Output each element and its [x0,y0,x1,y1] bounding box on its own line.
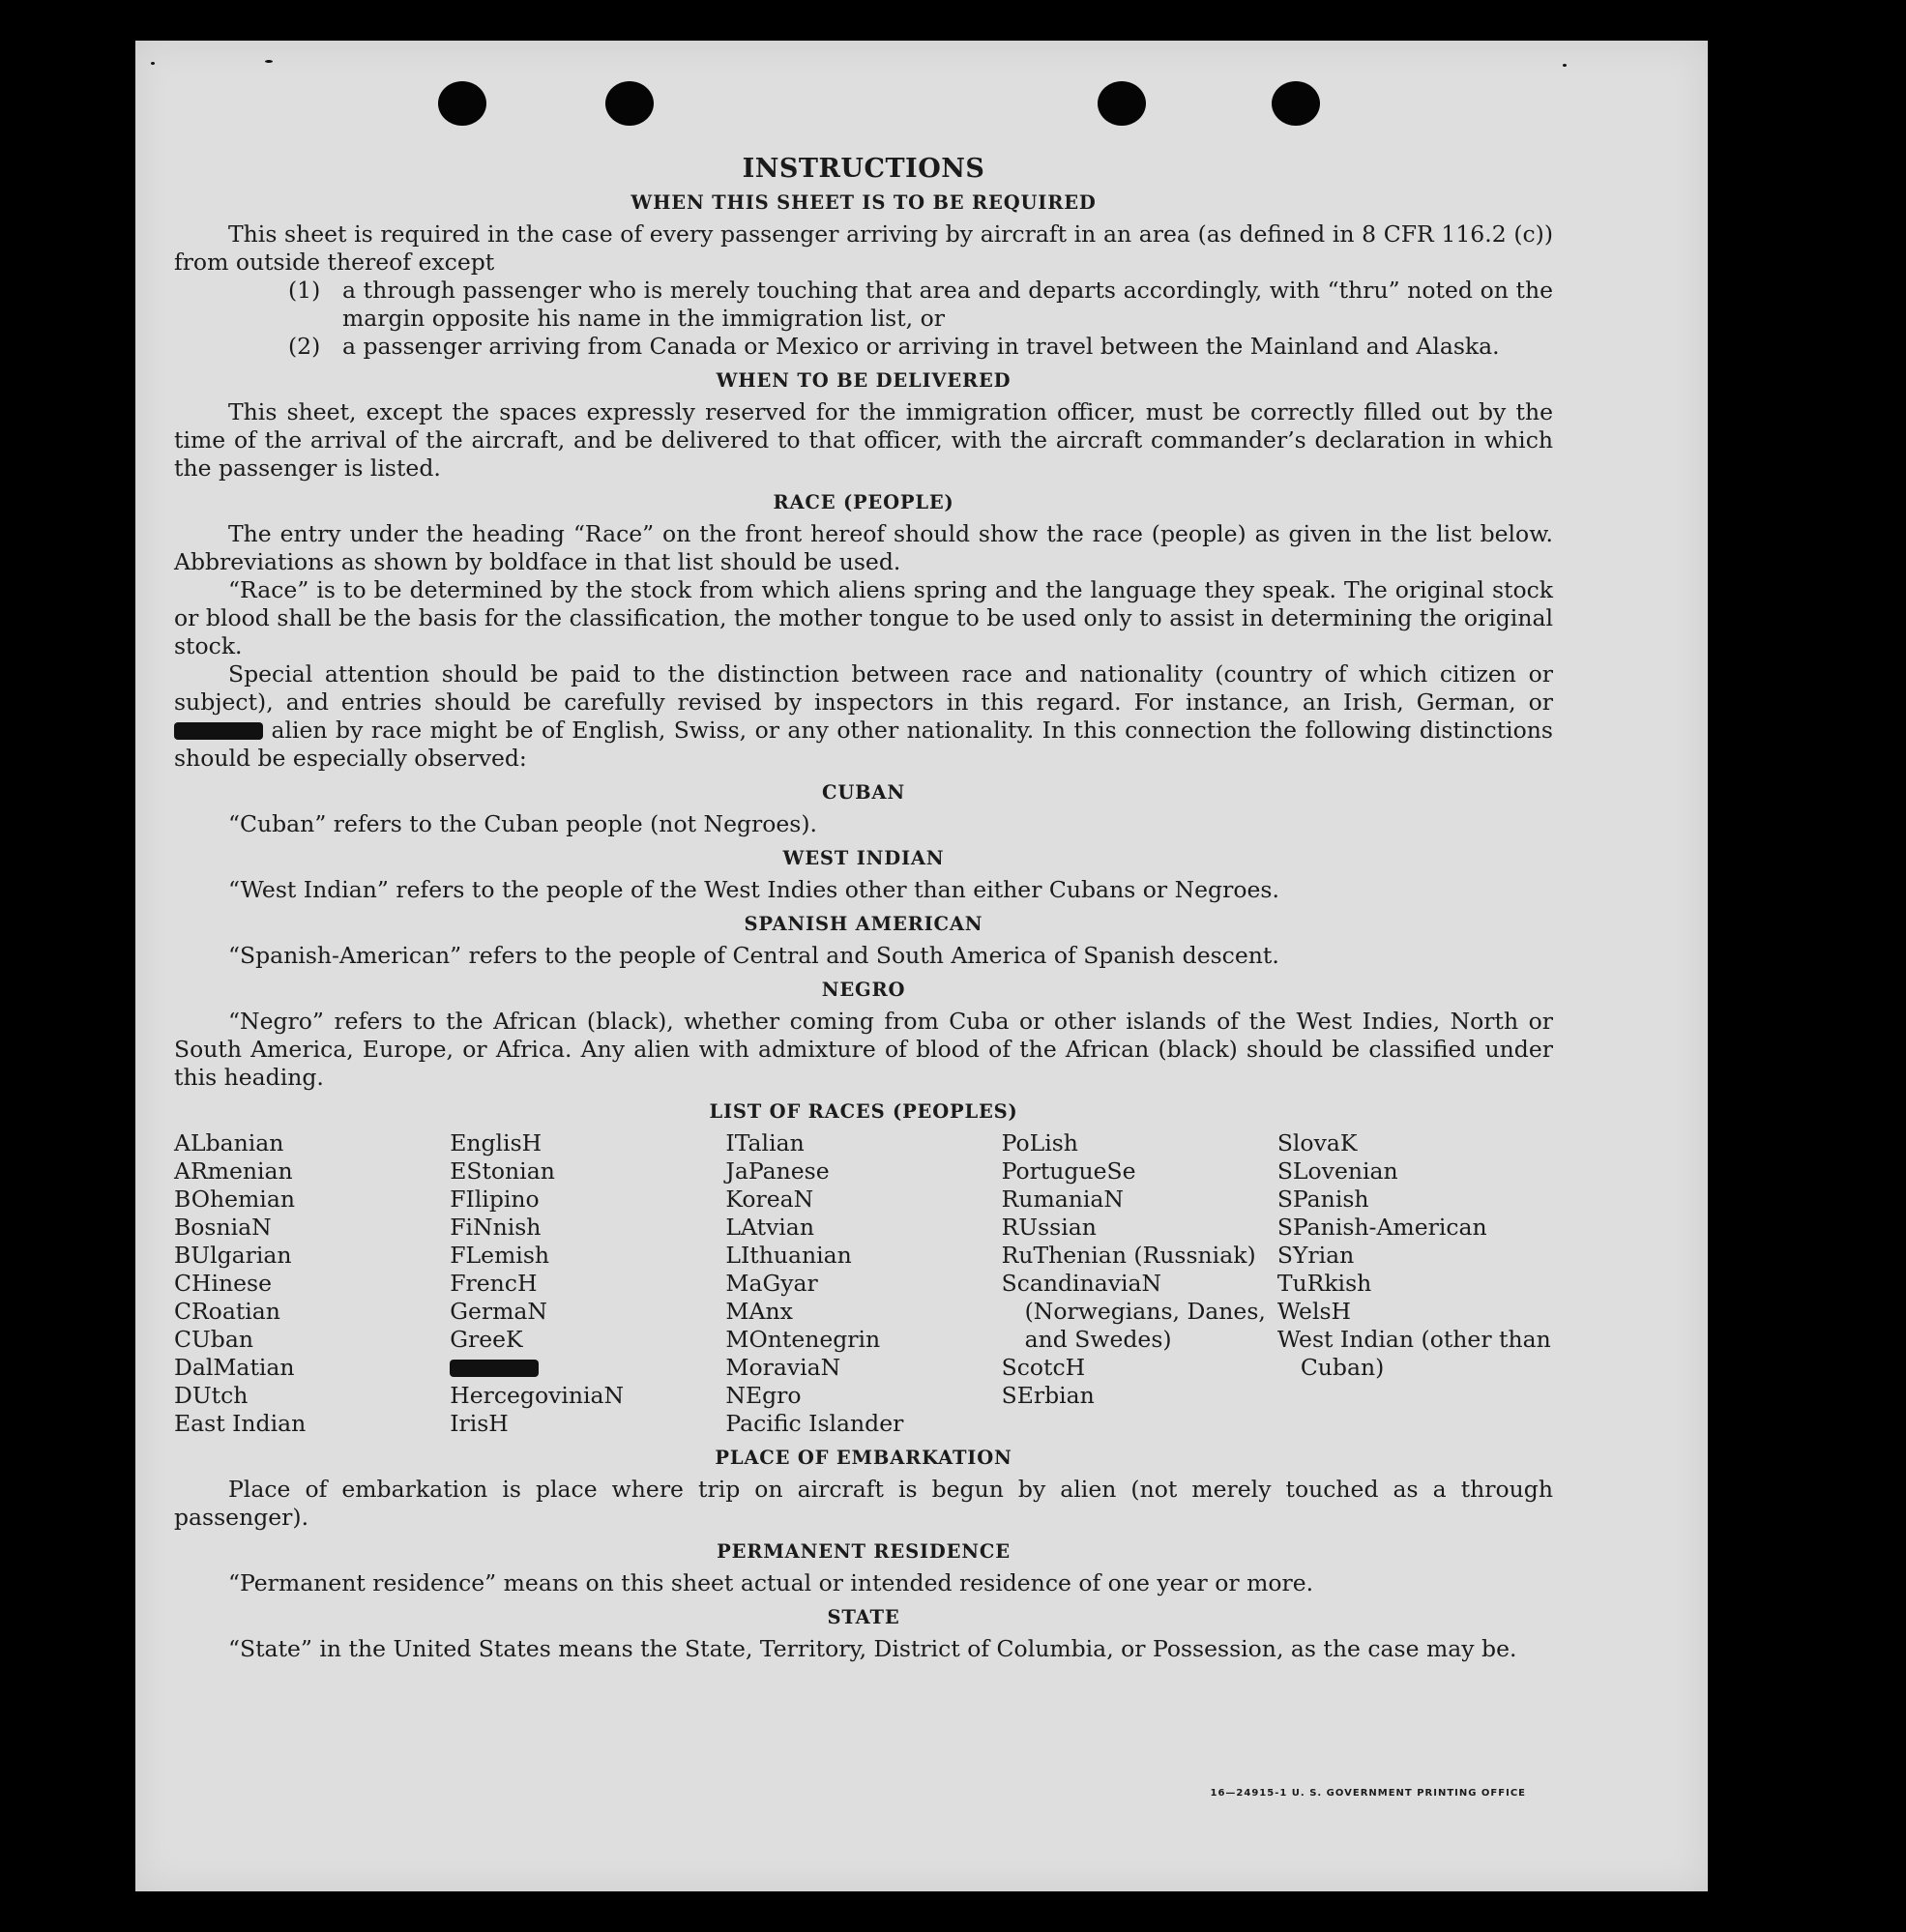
punch-hole [1272,81,1320,126]
race-item: PortugueSe [1001,1157,1136,1185]
paragraph: Place of embarkation is place where trip on aircraft is begun by alien (not merely touched as a through passenger). [174,1476,1553,1531]
printer-code: 16—24915-1 U. S. GOVERNMENT PRINTING OFFICE [1210,1788,1526,1799]
item-text: a through passenger who is merely touching that area and departs accordingly, with “thru” noted on the margin opposite his name in the immigration list, or [342,277,1553,332]
speck [265,60,273,63]
race-column [1002,1129,1277,1438]
race-item: FrencH [450,1270,538,1297]
section-heading: LIST OF RACES (PEOPLES) [709,1100,1018,1123]
race-item: PoLish [1001,1129,1078,1156]
paragraph: “Race” is to be determined by the stock from which aliens spring and the language they speak. The original stock or blood shall be the basis for the classification, the mother tongue to be used only to assist in determining the original stock. [174,576,1553,659]
item-number: (2) [288,333,321,360]
paragraph-part: Special attention should be paid to the distinction between race and nationality (country of which citizen or subject), and entries should be carefully revised by inspectors in this regard. For instance, an Irish, German, or [174,660,1553,716]
race-item: ScotcH [1001,1354,1086,1381]
section-heading: SPANISH AMERICAN [744,913,983,935]
race-column [725,1129,1001,1438]
race-item: East Indian [174,1410,307,1437]
race-item: FiNnish [450,1214,542,1241]
race-column [174,1129,450,1438]
race-item: MaGyar [725,1270,818,1297]
race-item: MoraviaN [725,1354,841,1381]
race-column [450,1129,725,1438]
race-item: SYrian [1276,1242,1355,1269]
section-heading: STATE [827,1606,900,1628]
race-item: GreeK [450,1326,523,1353]
race-item: EStonian [450,1157,555,1185]
paragraph: “Permanent residence” means on this sheet actual or intended residence of one year or more. [228,1569,1314,1596]
section-heading: NEGRO [821,979,906,1001]
race-item: BUlgarian [174,1242,292,1269]
race-item: CHinese [174,1270,272,1297]
race-item: FLemish [450,1242,550,1269]
race-item: WelsH [1276,1298,1352,1325]
race-item: Pacific Islander [725,1410,904,1437]
race-item: LIthuanian [725,1242,852,1269]
race-item: RuThenian (Russniak) [1001,1242,1256,1269]
document-sheet [135,41,1708,1891]
punch-hole [438,81,486,126]
paragraph: “Spanish-American” refers to the people of Central and South America of Spanish descent. [228,942,1279,969]
race-item: IrisH [450,1410,509,1437]
paragraph-part: alien by race might be of English, Swiss, or any other nationality. In this connection the following distinctions should be especially observed: [174,717,1553,772]
paragraph: The entry under the heading “Race” on the front hereof should show the race (people) as given in the list below. Abbreviations as shown by boldface in that list should be used. [174,520,1553,575]
race-item: KoreaN [725,1186,814,1213]
race-item: GermaN [450,1298,547,1325]
race-item: BosniaN [174,1214,272,1241]
page-title: INSTRUCTIONS [742,154,985,184]
redaction-mark [450,1360,539,1377]
race-item: SLovenian [1276,1157,1398,1185]
punch-hole [605,81,654,126]
race-item: NEgro [725,1382,802,1409]
paragraph [174,660,1553,773]
race-column [1277,1129,1553,1438]
race-item: CRoatian [174,1298,280,1325]
race-item: ARmenian [174,1157,293,1185]
race-item: West Indian (other than Cuban) [1276,1326,1551,1381]
section-heading: WEST INDIAN [782,847,945,869]
item-number: (1) [288,277,321,304]
section-heading: CUBAN [822,781,905,804]
section-heading: WHEN THIS SHEET IS TO BE REQUIRED [630,191,1097,214]
race-item: SPanish [1276,1186,1369,1213]
race-item: LAtvian [725,1214,814,1241]
paragraph: “West Indian” refers to the people of the West Indies other than either Cubans or Negroes. [228,876,1279,903]
list-item [288,277,1553,333]
race-item: FIlipino [450,1186,540,1213]
paragraph: This sheet is required in the case of every passenger arriving by aircraft in an area (as defined in 8 CFR 116.2 (c)) from outside thereof except [174,220,1553,276]
section-heading: PERMANENT RESIDENCE [717,1540,1011,1563]
list-item [288,333,1553,361]
race-item: ALbanian [174,1129,284,1156]
item-text: a passenger arriving from Canada or Mexico or arriving in travel between the Mainland and Alaska. [342,333,1500,360]
race-item: EnglisH [450,1129,542,1156]
races-list [174,1129,1553,1438]
redaction-mark [174,722,263,740]
race-item: ITalian [725,1129,805,1156]
section-heading: PLACE OF EMBARKATION [715,1447,1012,1469]
race-item: SErbian [1001,1382,1095,1409]
race-item: SPanish-American [1276,1214,1487,1241]
race-item: RumaniaN [1001,1186,1124,1213]
race-item: TuRkish [1276,1270,1372,1297]
race-item: HercegoviniaN [450,1382,625,1409]
race-item: DUtch [174,1382,249,1409]
race-item [450,1354,725,1382]
race-item: RUssian [1001,1214,1097,1241]
section-heading: WHEN TO BE DELIVERED [716,369,1012,392]
race-item: ScandinaviaN (Norwegians, Danes, and Swedes) [1001,1270,1266,1353]
speck [1563,64,1567,67]
race-item: SlovaK [1276,1129,1358,1156]
section-heading: RACE (PEOPLE) [773,491,954,513]
race-item: BOhemian [174,1186,295,1213]
race-item: MAnx [725,1298,793,1325]
paragraph: “Cuban” refers to the Cuban people (not Negroes). [228,810,818,837]
punch-hole [1098,81,1146,126]
paragraph: This sheet, except the spaces expressly reserved for the immigration officer, must be correctly filled out by the time of the arrival of the aircraft, and be delivered to that officer, with the aircraft commander’s declaration in which the passenger is listed. [174,398,1553,482]
paragraph: “Negro” refers to the African (black), whether coming from Cuba or other islands of the West Indies, North or South America, Europe, or Africa. Any alien with admixture of blood of the African (black) should be classified under this heading. [174,1008,1553,1091]
paragraph: “State” in the United States means the State, Territory, District of Columbia, or Possession, as the case may be. [228,1635,1517,1662]
race-item: DalMatian [174,1354,295,1381]
race-item: JaPanese [725,1157,830,1185]
speck [151,62,155,65]
race-item: MOntenegrin [725,1326,881,1353]
instructions-content [174,155,1553,1663]
race-item: CUban [174,1326,253,1353]
